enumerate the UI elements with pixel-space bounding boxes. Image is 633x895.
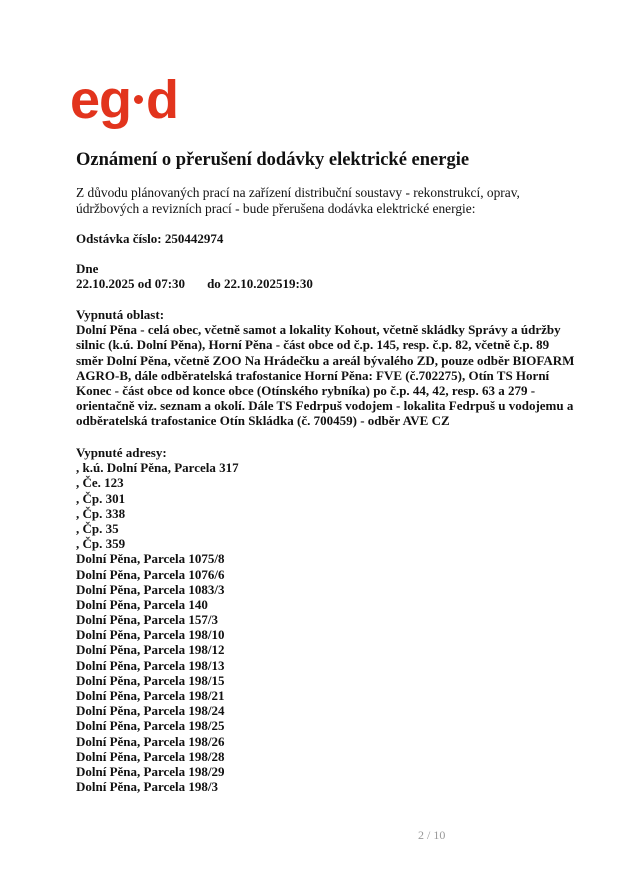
address-item: Dolní Pěna, Parcela 140	[76, 596, 208, 612]
egd-logo	[70, 70, 178, 130]
address-item: Dolní Pěna, Parcela 157/3	[76, 612, 219, 628]
affected-addresses-section	[76, 445, 239, 794]
affected-area-text: Dolní Pěna - celá obec, včetně samot a lokality Kohout, včetně skládky Správy a údržby silnic (k.ú. Dolní Pěna), Horní Pěna - část obce od č.p. 145, resp. č.p. 82, včetně č.p. 89 směr Dolní Pěna, včetně ZOO Na Hrádečku a areál bývalého ZD, pouze odběr BIOFARM AGRO-B, dále odběratelská trafostanice Horní Pěna: FVE (č.702275), Otín TS Horní Konec - část obce od konce obce (Otínského rybníka) po č.p. 44, 42, resp. 63 a 279 - orientačně viz. seznam a okolí. Dále TS Fedrpuš vodojem - lokalita Fedrpuš u vodojemu a odběratelská trafostanice Otín Skládka (č. 700459) - odběr AVE CZ	[76, 322, 575, 429]
address-item: Dolní Pěna, Parcela 198/28	[76, 748, 225, 764]
address-item: , k.ú. Dolní Pěna, Parcela 317	[76, 460, 239, 476]
address-item: , Čp. 35	[76, 520, 119, 536]
address-item: , Čp. 301	[76, 490, 126, 506]
page-title: Oznámení o přerušení dodávky elektrické energie	[76, 150, 470, 170]
date-label: Dne	[76, 261, 99, 276]
logo-text-left: eg	[70, 70, 132, 130]
date-range	[76, 276, 313, 291]
address-item: Dolní Pěna, Parcela 1075/8	[76, 551, 225, 567]
address-item: Dolní Pěna, Parcela 198/13	[76, 657, 225, 673]
address-item: Dolní Pěna, Parcela 198/26	[76, 733, 225, 749]
intro-paragraph: Z důvodu plánovaných prací na zařízení distribuční soustavy - rekonstrukcí, oprav, údržbových a revizních prací - bude přerušena dodávka elektrické energie:	[76, 185, 520, 216]
address-item: Dolní Pěna, Parcela 198/21	[76, 688, 225, 703]
address-item: , Čp. 338	[76, 505, 126, 521]
address-item: , Če. 123	[76, 475, 124, 491]
logo-dot	[134, 95, 143, 104]
affected-area-section	[76, 307, 576, 429]
address-item: Dolní Pěna, Parcela 1083/3	[76, 581, 225, 597]
address-item: Dolní Pěna, Parcela 198/24	[76, 703, 225, 719]
outage-number: Odstávka číslo: 250442974	[76, 231, 224, 246]
affected-addresses-label: Vypnuté adresy:	[76, 445, 167, 460]
address-item: Dolní Pěna, Parcela 198/25	[76, 718, 225, 734]
logo-text-right: d	[146, 70, 179, 130]
date-to: do 22.10.202519:30	[207, 276, 313, 292]
date-from: 22.10.2025 od 07:30	[76, 276, 186, 292]
address-item: , Čp. 359	[76, 536, 126, 552]
address-item: Dolní Pěna, Parcela 198/12	[76, 642, 225, 658]
page-number: 2 / 10	[418, 828, 446, 842]
address-list	[76, 460, 239, 794]
address-item: Dolní Pěna, Parcela 198/29	[76, 763, 225, 779]
address-item: Dolní Pěna, Parcela 198/3	[76, 779, 219, 795]
address-item: Dolní Pěna, Parcela 198/15	[76, 672, 225, 688]
address-item: Dolní Pěna, Parcela 1076/6	[76, 566, 225, 582]
date-section	[76, 261, 313, 291]
affected-area-label: Vypnutá oblast:	[76, 307, 165, 322]
address-item: Dolní Pěna, Parcela 198/10	[76, 627, 225, 643]
